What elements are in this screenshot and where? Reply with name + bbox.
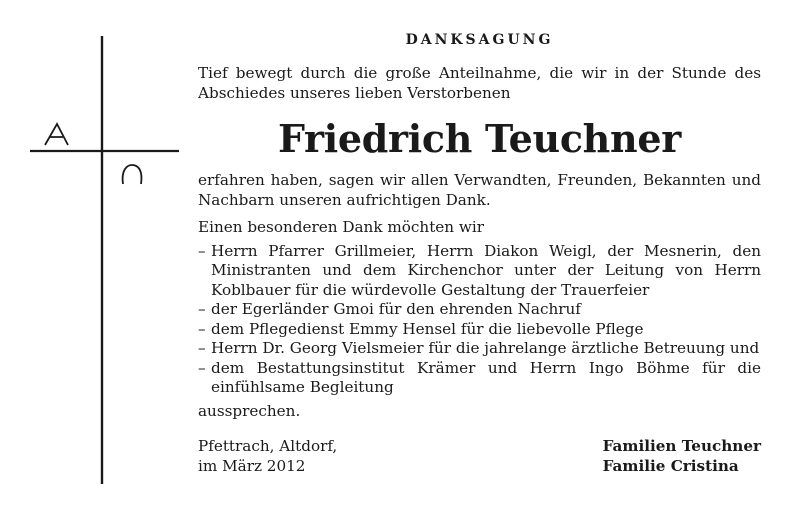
list-item: – dem Bestattungsinstitut Krämer und Herrn Ingo Böhme für die einfühlsame Begleitung: [198, 358, 761, 396]
omega-icon: [123, 165, 142, 184]
place: Pfettrach, Altdorf,: [198, 437, 338, 455]
list-item: – Herrn Dr. Georg Vielsmeier für die jahrelange ärztliche Betreuung und: [198, 339, 760, 357]
deceased-name: Friedrich Teuchner: [278, 116, 681, 161]
list-dash: –: [198, 241, 206, 260]
thanks-paragraph: erfahren haben, sagen wir allen Verwandten, Freunden, Bekannten und Nachbarn unseren aufrichtigen Dank.: [198, 171, 761, 209]
intro-paragraph: Tief bewegt durch die große Anteilnahme, die wir in der Stunde des Abschiedes unseres lieben Verstorbenen: [198, 64, 761, 102]
special-thanks-intro: Einen besonderen Dank möchten wir: [198, 218, 485, 236]
list-item: – der Egerländer Gmoi für den ehrenden Nachruf: [198, 300, 581, 318]
cross-icon: [0, 0, 190, 509]
alpha-icon: [45, 124, 68, 145]
family-name-1: Familien Teuchner: [602, 437, 761, 455]
list-dash: –: [198, 358, 206, 377]
list-item: – Herrn Pfarrer Grillmeier, Herrn Diakon Weigl, der Mesnerin, den Ministranten und dem Kirchenchor unter der Leitung von Herrn Koblbauer für die würdevolle Gestaltung der Trauerfeier: [198, 241, 761, 299]
list-dash: –: [198, 300, 206, 318]
notice-text: [198, 30, 761, 476]
place-date: [198, 437, 337, 476]
closing-line: aussprechen.: [198, 401, 301, 420]
list-dash: –: [198, 339, 206, 357]
family-names: [603, 437, 761, 476]
page-title: DANKSAGUNG: [405, 32, 554, 48]
family-name-2: Familie Cristina: [602, 456, 739, 475]
list-dash: –: [198, 319, 206, 338]
list-item: – dem Pflegedienst Emmy Hensel für die liebevolle Pflege: [198, 319, 644, 338]
date: im März 2012: [198, 456, 306, 475]
special-thanks-list: [198, 242, 761, 398]
signature-block: [198, 437, 761, 476]
